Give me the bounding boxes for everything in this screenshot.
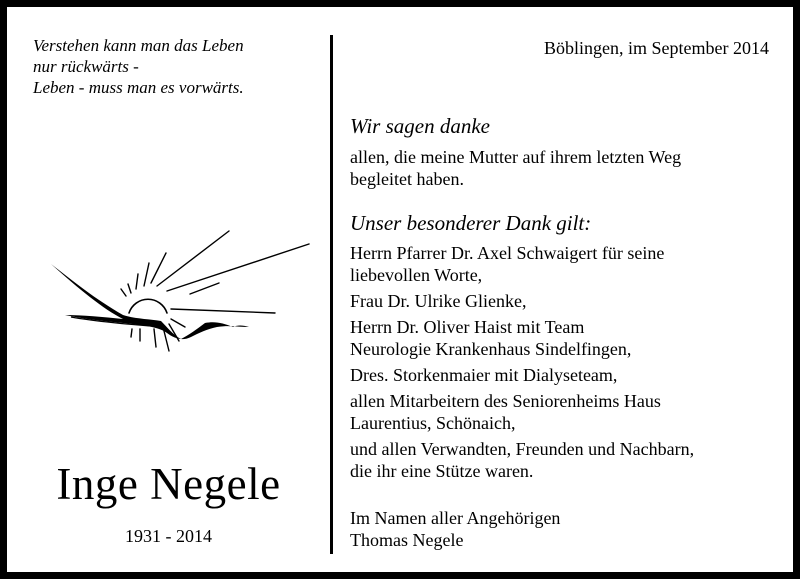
life-dates: 1931 - 2014 <box>125 526 212 546</box>
deceased-name: Inge Negele <box>56 459 281 509</box>
thanks-entry <box>350 316 790 360</box>
thanks-heading: Wir sagen danke <box>350 114 490 138</box>
vertical-divider <box>330 35 333 554</box>
sun-ray <box>190 283 219 294</box>
sun-ray <box>167 244 309 291</box>
thanks-entry <box>350 290 790 312</box>
sun-ray <box>151 253 166 283</box>
thanks-entry-line: Herrn Dr. Oliver Haist mit Team <box>350 317 585 337</box>
thanks-entry <box>350 390 790 434</box>
quote-line: Verstehen kann man das Leben <box>33 36 244 55</box>
signature-name: Thomas Negele <box>350 530 464 550</box>
sun-ray <box>171 319 185 327</box>
quote-line: nur rückwärts - <box>33 57 139 76</box>
sun-ray <box>131 329 132 337</box>
thanks-text <box>350 113 790 551</box>
thanks-entry-line: liebevollen Worte, <box>350 265 483 285</box>
bird-silhouette <box>51 264 249 339</box>
thanks-entry-line: die ihr eine Stütze waren. <box>350 461 534 481</box>
thanks-entry <box>350 242 790 286</box>
thanks-line: allen, die meine Mutter auf ihrem letzten Weg <box>350 147 682 167</box>
sunrise-bird-icon <box>43 229 313 369</box>
sun-ray <box>144 263 149 286</box>
thanks-entry-line: Laurentius, Schönaich, <box>350 413 516 433</box>
sun-ray <box>157 231 229 286</box>
quote <box>33 35 323 98</box>
thanks-line: begleitet haben. <box>350 169 464 189</box>
thanks-entry-line: und allen Verwandten, Freunden und Nachbarn, <box>350 439 695 459</box>
special-thanks-heading: Unser besonderer Dank gilt: <box>350 211 592 235</box>
sun-ray <box>128 284 131 293</box>
thanks-entry <box>350 364 790 386</box>
quote-line: Leben - muss man es vorwärts. <box>33 78 244 97</box>
sun-disc <box>129 299 167 313</box>
signature-line: Im Namen aller Angehörigen <box>350 508 561 528</box>
thanks-entry-line: allen Mitarbeitern des Seniorenheims Haus <box>350 391 661 411</box>
thanks-entry-line: Frau Dr. Ulrike Glienke, <box>350 291 527 311</box>
sun-ray <box>136 274 138 289</box>
thanks-entry-line: Dres. Storkenmaier mit Dialyseteam, <box>350 365 618 385</box>
thanks-entry-line: Neurologie Krankenhaus Sindelfingen, <box>350 339 632 359</box>
sun-ray <box>171 309 275 313</box>
sun-ray <box>121 289 126 296</box>
thanks-entry <box>350 438 790 482</box>
place-date: Böblingen, im September 2014 <box>544 38 769 58</box>
sun-ray <box>154 329 156 347</box>
thanks-entry-line: Herrn Pfarrer Dr. Axel Schwaigert für seine <box>350 243 665 263</box>
